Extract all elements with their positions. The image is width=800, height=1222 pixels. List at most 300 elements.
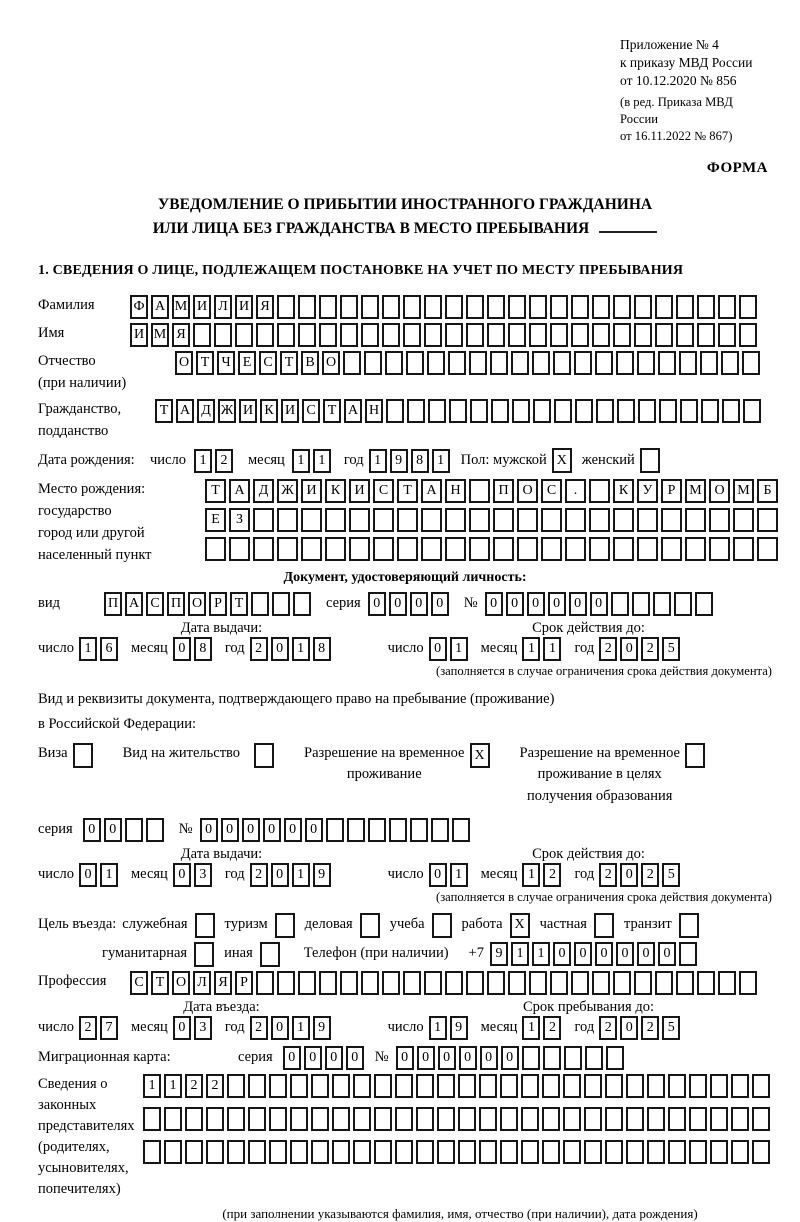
char-cell[interactable] [674, 592, 692, 616]
char-cell[interactable] [617, 399, 635, 423]
char-cell[interactable] [550, 295, 568, 319]
char-cell[interactable] [466, 295, 484, 319]
char-cell[interactable] [298, 295, 316, 319]
char-cell[interactable] [427, 351, 445, 375]
char-cell[interactable]: П [104, 592, 122, 616]
char-cell[interactable]: С [259, 351, 277, 375]
char-cell[interactable]: Т [205, 479, 226, 503]
char-cell[interactable]: 2 [641, 1016, 659, 1040]
temp-permit-edu-checkbox[interactable] [685, 743, 705, 768]
char-cell[interactable]: А [176, 399, 194, 423]
char-cell[interactable]: Ж [218, 399, 236, 423]
char-cell[interactable] [596, 399, 614, 423]
char-cell[interactable] [407, 399, 425, 423]
char-cell[interactable] [445, 537, 466, 561]
char-cell[interactable]: 0 [620, 1016, 638, 1040]
char-cell[interactable] [655, 295, 673, 319]
char-cell[interactable] [574, 351, 592, 375]
char-cell[interactable]: И [130, 323, 148, 347]
char-cell[interactable]: 0 [459, 1046, 477, 1070]
char-cell[interactable] [253, 508, 274, 532]
char-cell[interactable] [710, 1074, 728, 1098]
char-cell[interactable]: 0 [271, 1016, 289, 1040]
char-cell[interactable] [406, 351, 424, 375]
char-cell[interactable] [340, 323, 358, 347]
char-cell[interactable] [722, 399, 740, 423]
char-cell[interactable]: С [302, 399, 320, 423]
char-cell[interactable] [205, 537, 226, 561]
char-cell[interactable] [361, 971, 379, 995]
char-cell[interactable] [469, 351, 487, 375]
char-cell[interactable]: И [349, 479, 370, 503]
char-cell[interactable] [373, 537, 394, 561]
char-cell[interactable] [647, 1074, 665, 1098]
char-cell[interactable]: 0 [271, 863, 289, 887]
char-cell[interactable] [143, 1107, 161, 1131]
char-cell[interactable] [445, 508, 466, 532]
char-cell[interactable]: 1 [79, 637, 97, 661]
char-cell[interactable] [382, 971, 400, 995]
char-cell[interactable]: 0 [173, 863, 191, 887]
char-cell[interactable] [326, 818, 344, 842]
char-cell[interactable] [710, 1140, 728, 1164]
char-cell[interactable]: 0 [242, 818, 260, 842]
char-cell[interactable]: 8 [411, 449, 429, 473]
char-cell[interactable] [319, 295, 337, 319]
char-cell[interactable] [626, 1074, 644, 1098]
char-cell[interactable]: 0 [284, 818, 302, 842]
char-cell[interactable] [389, 818, 407, 842]
char-cell[interactable] [469, 479, 490, 503]
char-cell[interactable]: З [229, 508, 250, 532]
char-cell[interactable] [575, 399, 593, 423]
char-cell[interactable]: 0 [83, 818, 101, 842]
char-cell[interactable] [655, 323, 673, 347]
char-cell[interactable] [445, 323, 463, 347]
char-cell[interactable] [676, 323, 694, 347]
char-cell[interactable] [584, 1140, 602, 1164]
char-cell[interactable] [571, 323, 589, 347]
char-cell[interactable]: 0 [396, 1046, 414, 1070]
char-cell[interactable] [437, 1074, 455, 1098]
char-cell[interactable] [251, 592, 269, 616]
char-cell[interactable]: М [151, 323, 169, 347]
char-cell[interactable]: 2 [543, 863, 561, 887]
char-cell[interactable]: 2 [185, 1074, 203, 1098]
char-cell[interactable] [739, 295, 757, 319]
char-cell[interactable]: . [565, 479, 586, 503]
char-cell[interactable] [416, 1074, 434, 1098]
char-cell[interactable]: 0 [410, 592, 428, 616]
char-cell[interactable]: 0 [173, 637, 191, 661]
char-cell[interactable]: 5 [662, 1016, 680, 1040]
char-cell[interactable]: С [373, 479, 394, 503]
char-cell[interactable] [493, 537, 514, 561]
char-cell[interactable] [290, 1074, 308, 1098]
char-cell[interactable]: Ч [217, 351, 235, 375]
char-cell[interactable]: 1 [100, 863, 118, 887]
char-cell[interactable] [668, 1074, 686, 1098]
char-cell[interactable] [632, 592, 650, 616]
char-cell[interactable]: Ж [277, 479, 298, 503]
char-cell[interactable] [626, 1107, 644, 1131]
char-cell[interactable] [689, 1140, 707, 1164]
char-cell[interactable] [395, 1107, 413, 1131]
char-cell[interactable]: 9 [490, 942, 508, 966]
char-cell[interactable] [349, 537, 370, 561]
char-cell[interactable]: 1 [194, 449, 212, 473]
purpose-tourism-checkbox[interactable] [275, 913, 295, 938]
char-cell[interactable]: И [301, 479, 322, 503]
char-cell[interactable] [595, 351, 613, 375]
char-cell[interactable]: 8 [313, 637, 331, 661]
char-cell[interactable] [616, 351, 634, 375]
char-cell[interactable]: 9 [313, 863, 331, 887]
char-cell[interactable] [487, 971, 505, 995]
char-cell[interactable] [374, 1140, 392, 1164]
char-cell[interactable] [659, 399, 677, 423]
char-cell[interactable]: 1 [292, 1016, 310, 1040]
char-cell[interactable] [718, 295, 736, 319]
char-cell[interactable]: 0 [104, 818, 122, 842]
char-cell[interactable] [452, 818, 470, 842]
char-cell[interactable] [637, 351, 655, 375]
char-cell[interactable] [521, 1140, 539, 1164]
char-cell[interactable]: 0 [79, 863, 97, 887]
char-cell[interactable] [550, 323, 568, 347]
char-cell[interactable] [563, 1140, 581, 1164]
char-cell[interactable] [626, 1140, 644, 1164]
char-cell[interactable]: 0 [574, 942, 592, 966]
purpose-private-checkbox[interactable] [594, 913, 614, 938]
char-cell[interactable]: 0 [501, 1046, 519, 1070]
char-cell[interactable]: 3 [194, 1016, 212, 1040]
char-cell[interactable] [739, 323, 757, 347]
char-cell[interactable] [500, 1074, 518, 1098]
char-cell[interactable] [743, 399, 761, 423]
char-cell[interactable]: 0 [221, 818, 239, 842]
char-cell[interactable]: 0 [271, 637, 289, 661]
char-cell[interactable] [428, 399, 446, 423]
char-cell[interactable] [709, 537, 730, 561]
purpose-official-checkbox[interactable] [195, 913, 215, 938]
char-cell[interactable] [206, 1107, 224, 1131]
char-cell[interactable] [277, 537, 298, 561]
char-cell[interactable] [487, 295, 505, 319]
char-cell[interactable] [697, 323, 715, 347]
char-cell[interactable]: 7 [100, 1016, 118, 1040]
char-cell[interactable]: О [188, 592, 206, 616]
char-cell[interactable] [668, 1107, 686, 1131]
char-cell[interactable]: 1 [432, 449, 450, 473]
char-cell[interactable]: О [709, 479, 730, 503]
char-cell[interactable]: Р [235, 971, 253, 995]
char-cell[interactable] [679, 942, 697, 966]
char-cell[interactable] [325, 537, 346, 561]
char-cell[interactable] [374, 1107, 392, 1131]
char-cell[interactable] [676, 971, 694, 995]
purpose-study-checkbox[interactable] [432, 913, 452, 938]
purpose-humanitarian-checkbox[interactable] [194, 942, 214, 967]
char-cell[interactable] [229, 537, 250, 561]
char-cell[interactable]: Н [445, 479, 466, 503]
char-cell[interactable]: 2 [215, 449, 233, 473]
char-cell[interactable]: П [493, 479, 514, 503]
char-cell[interactable] [554, 399, 572, 423]
char-cell[interactable] [543, 1046, 561, 1070]
char-cell[interactable]: Т [230, 592, 248, 616]
char-cell[interactable] [185, 1140, 203, 1164]
char-cell[interactable] [277, 508, 298, 532]
char-cell[interactable]: В [301, 351, 319, 375]
char-cell[interactable]: А [125, 592, 143, 616]
char-cell[interactable] [731, 1074, 749, 1098]
char-cell[interactable] [689, 1107, 707, 1131]
char-cell[interactable] [397, 508, 418, 532]
char-cell[interactable]: 1 [292, 637, 310, 661]
char-cell[interactable]: У [637, 479, 658, 503]
char-cell[interactable] [256, 971, 274, 995]
char-cell[interactable] [653, 592, 671, 616]
char-cell[interactable] [553, 351, 571, 375]
char-cell[interactable]: 5 [662, 863, 680, 887]
char-cell[interactable] [522, 1046, 540, 1070]
char-cell[interactable] [731, 1107, 749, 1131]
char-cell[interactable]: 2 [599, 1016, 617, 1040]
char-cell[interactable]: Р [209, 592, 227, 616]
char-cell[interactable]: 0 [431, 592, 449, 616]
char-cell[interactable]: 1 [522, 637, 540, 661]
char-cell[interactable] [332, 1074, 350, 1098]
char-cell[interactable] [373, 508, 394, 532]
char-cell[interactable] [382, 323, 400, 347]
char-cell[interactable]: 0 [637, 942, 655, 966]
char-cell[interactable] [689, 1074, 707, 1098]
char-cell[interactable]: И [193, 295, 211, 319]
char-cell[interactable]: Я [172, 323, 190, 347]
char-cell[interactable] [301, 537, 322, 561]
char-cell[interactable] [466, 323, 484, 347]
char-cell[interactable]: 0 [438, 1046, 456, 1070]
char-cell[interactable] [541, 537, 562, 561]
char-cell[interactable]: 1 [450, 637, 468, 661]
char-cell[interactable] [589, 508, 610, 532]
char-cell[interactable]: 0 [304, 1046, 322, 1070]
char-cell[interactable] [206, 1140, 224, 1164]
char-cell[interactable] [542, 1074, 560, 1098]
char-cell[interactable] [757, 537, 778, 561]
char-cell[interactable] [301, 508, 322, 532]
char-cell[interactable]: 1 [532, 942, 550, 966]
char-cell[interactable] [638, 399, 656, 423]
char-cell[interactable] [193, 323, 211, 347]
char-cell[interactable] [521, 1107, 539, 1131]
char-cell[interactable] [319, 323, 337, 347]
char-cell[interactable] [700, 351, 718, 375]
char-cell[interactable] [479, 1140, 497, 1164]
char-cell[interactable] [353, 1107, 371, 1131]
char-cell[interactable] [164, 1107, 182, 1131]
char-cell[interactable] [718, 971, 736, 995]
char-cell[interactable] [445, 971, 463, 995]
char-cell[interactable] [564, 1046, 582, 1070]
char-cell[interactable] [469, 537, 490, 561]
char-cell[interactable] [634, 971, 652, 995]
char-cell[interactable] [143, 1140, 161, 1164]
char-cell[interactable] [533, 399, 551, 423]
char-cell[interactable]: 2 [641, 637, 659, 661]
char-cell[interactable] [542, 1107, 560, 1131]
char-cell[interactable] [613, 295, 631, 319]
char-cell[interactable] [386, 399, 404, 423]
char-cell[interactable]: 6 [100, 637, 118, 661]
temp-permit-checkbox[interactable]: X [470, 743, 490, 768]
char-cell[interactable] [353, 1074, 371, 1098]
char-cell[interactable] [512, 399, 530, 423]
char-cell[interactable] [592, 971, 610, 995]
char-cell[interactable] [437, 1140, 455, 1164]
char-cell[interactable] [655, 971, 673, 995]
char-cell[interactable] [347, 818, 365, 842]
char-cell[interactable]: Ф [130, 295, 148, 319]
char-cell[interactable] [466, 971, 484, 995]
char-cell[interactable] [353, 1140, 371, 1164]
char-cell[interactable]: И [281, 399, 299, 423]
char-cell[interactable]: Т [196, 351, 214, 375]
char-cell[interactable] [449, 399, 467, 423]
char-cell[interactable] [661, 508, 682, 532]
char-cell[interactable]: Н [365, 399, 383, 423]
char-cell[interactable] [248, 1140, 266, 1164]
char-cell[interactable]: 0 [429, 637, 447, 661]
char-cell[interactable] [256, 323, 274, 347]
char-cell[interactable] [584, 1107, 602, 1131]
char-cell[interactable] [248, 1107, 266, 1131]
char-cell[interactable] [697, 295, 715, 319]
char-cell[interactable] [416, 1140, 434, 1164]
char-cell[interactable]: 1 [143, 1074, 161, 1098]
char-cell[interactable] [290, 1107, 308, 1131]
char-cell[interactable] [214, 323, 232, 347]
char-cell[interactable] [395, 1074, 413, 1098]
char-cell[interactable] [493, 508, 514, 532]
char-cell[interactable]: 8 [194, 637, 212, 661]
char-cell[interactable] [125, 818, 143, 842]
char-cell[interactable]: О [322, 351, 340, 375]
char-cell[interactable]: 0 [658, 942, 676, 966]
char-cell[interactable]: 2 [599, 863, 617, 887]
char-cell[interactable] [676, 295, 694, 319]
char-cell[interactable] [733, 508, 754, 532]
char-cell[interactable] [565, 537, 586, 561]
char-cell[interactable] [542, 1140, 560, 1164]
char-cell[interactable]: 1 [369, 449, 387, 473]
char-cell[interactable] [269, 1140, 287, 1164]
char-cell[interactable] [479, 1074, 497, 1098]
char-cell[interactable] [445, 295, 463, 319]
residence-permit-checkbox[interactable] [254, 743, 274, 768]
char-cell[interactable] [290, 1140, 308, 1164]
char-cell[interactable] [349, 508, 370, 532]
char-cell[interactable]: 2 [599, 637, 617, 661]
char-cell[interactable] [490, 351, 508, 375]
char-cell[interactable] [668, 1140, 686, 1164]
char-cell[interactable]: 0 [173, 1016, 191, 1040]
char-cell[interactable] [491, 399, 509, 423]
char-cell[interactable] [277, 295, 295, 319]
char-cell[interactable]: 5 [662, 637, 680, 661]
char-cell[interactable] [487, 323, 505, 347]
char-cell[interactable]: Я [214, 971, 232, 995]
char-cell[interactable] [469, 508, 490, 532]
char-cell[interactable]: 0 [480, 1046, 498, 1070]
char-cell[interactable] [361, 323, 379, 347]
char-cell[interactable]: Т [397, 479, 418, 503]
char-cell[interactable]: 0 [200, 818, 218, 842]
char-cell[interactable] [269, 1074, 287, 1098]
char-cell[interactable] [227, 1140, 245, 1164]
char-cell[interactable] [697, 971, 715, 995]
char-cell[interactable]: Т [151, 971, 169, 995]
char-cell[interactable] [511, 351, 529, 375]
char-cell[interactable]: 3 [194, 863, 212, 887]
char-cell[interactable]: 1 [292, 449, 310, 473]
char-cell[interactable] [685, 508, 706, 532]
char-cell[interactable] [424, 323, 442, 347]
char-cell[interactable] [742, 351, 760, 375]
char-cell[interactable]: 0 [283, 1046, 301, 1070]
char-cell[interactable] [403, 971, 421, 995]
char-cell[interactable] [757, 508, 778, 532]
char-cell[interactable]: А [151, 295, 169, 319]
char-cell[interactable]: Я [256, 295, 274, 319]
char-cell[interactable] [364, 351, 382, 375]
char-cell[interactable]: 0 [527, 592, 545, 616]
char-cell[interactable] [605, 1140, 623, 1164]
char-cell[interactable]: 1 [292, 863, 310, 887]
char-cell[interactable]: 1 [543, 637, 561, 661]
char-cell[interactable]: 2 [250, 637, 268, 661]
char-cell[interactable] [721, 351, 739, 375]
char-cell[interactable]: Т [323, 399, 341, 423]
char-cell[interactable]: И [239, 399, 257, 423]
purpose-business-checkbox[interactable] [360, 913, 380, 938]
char-cell[interactable]: 1 [522, 863, 540, 887]
char-cell[interactable] [458, 1074, 476, 1098]
char-cell[interactable]: Д [253, 479, 274, 503]
char-cell[interactable] [589, 537, 610, 561]
char-cell[interactable]: О [175, 351, 193, 375]
char-cell[interactable]: Л [193, 971, 211, 995]
char-cell[interactable] [605, 1107, 623, 1131]
char-cell[interactable] [613, 971, 631, 995]
char-cell[interactable] [611, 592, 629, 616]
char-cell[interactable]: 0 [616, 942, 634, 966]
char-cell[interactable]: 0 [263, 818, 281, 842]
char-cell[interactable]: С [130, 971, 148, 995]
purpose-other-checkbox[interactable] [260, 942, 280, 967]
char-cell[interactable] [311, 1107, 329, 1131]
char-cell[interactable] [529, 295, 547, 319]
char-cell[interactable] [529, 323, 547, 347]
char-cell[interactable] [563, 1074, 581, 1098]
char-cell[interactable]: 0 [346, 1046, 364, 1070]
char-cell[interactable] [661, 537, 682, 561]
char-cell[interactable] [479, 1107, 497, 1131]
char-cell[interactable]: П [167, 592, 185, 616]
char-cell[interactable] [685, 537, 706, 561]
char-cell[interactable]: М [733, 479, 754, 503]
